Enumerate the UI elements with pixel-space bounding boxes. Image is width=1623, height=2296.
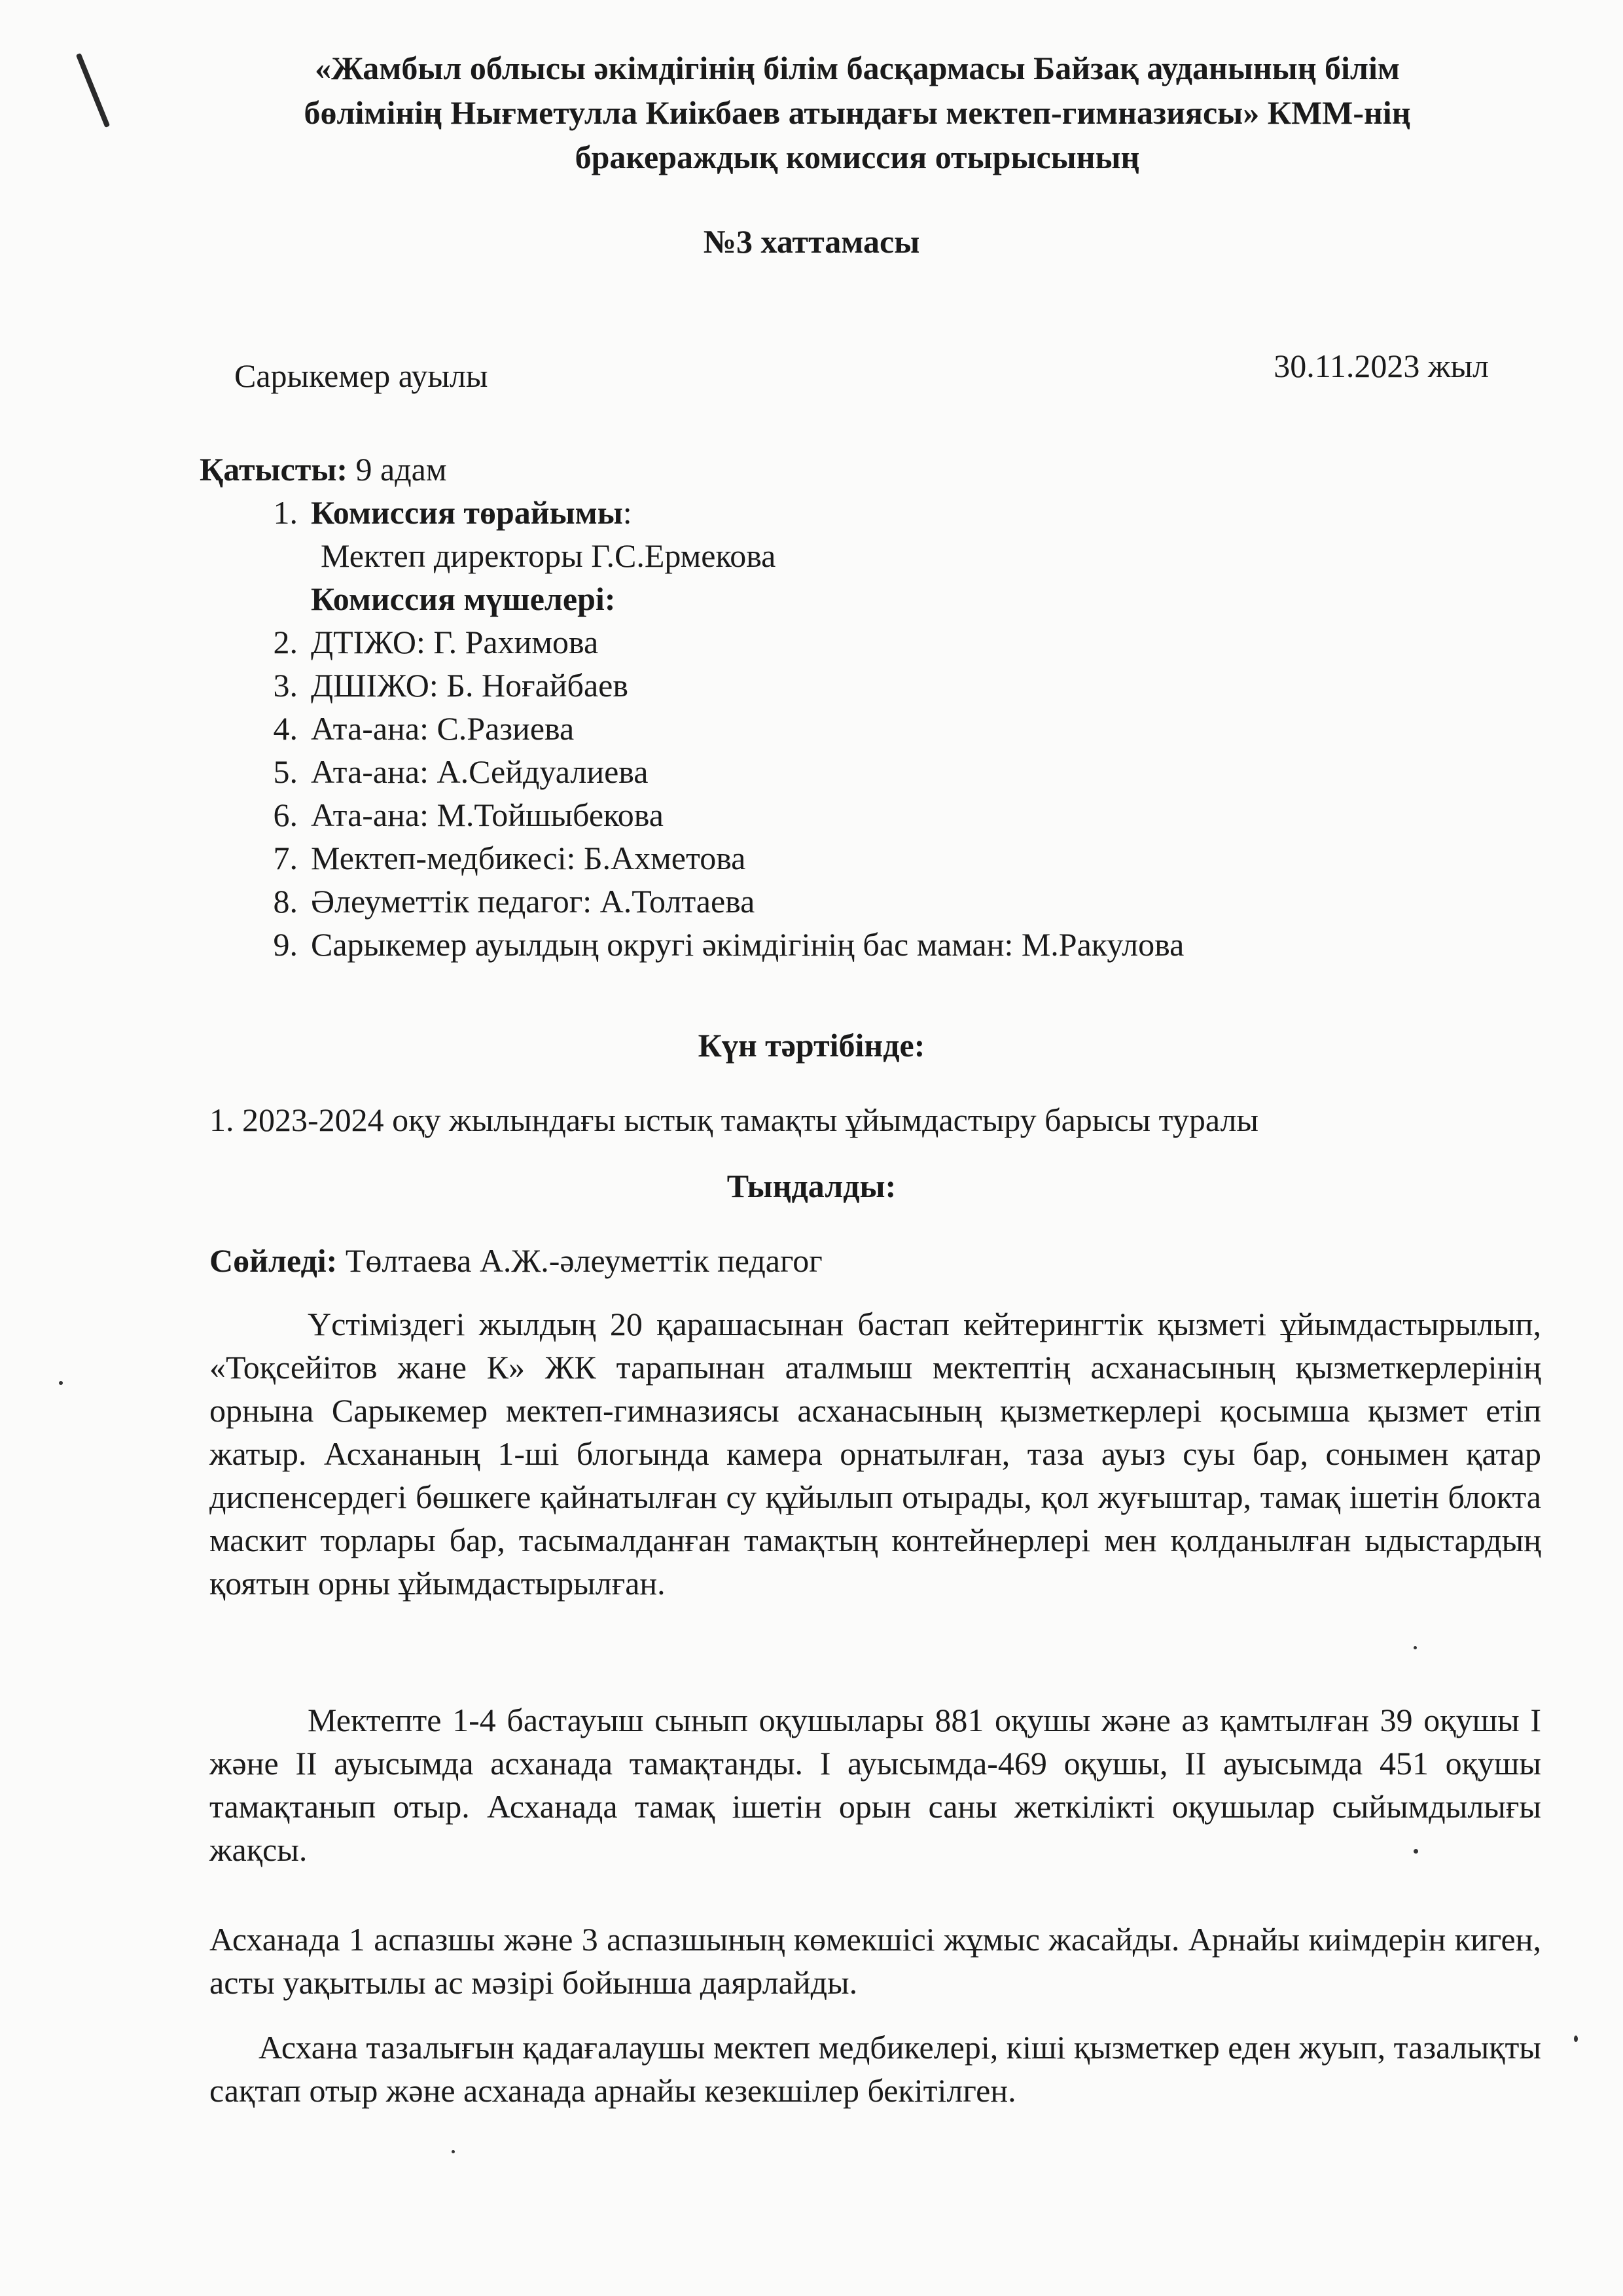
heard-heading: Тыңдалды: (726, 1168, 897, 1204)
member-text: Ата-ана: М.Тойшыбекова (311, 797, 664, 833)
chair-name: Мектеп директоры Г.С.Ермекова (321, 537, 776, 574)
header-title-line: «Жамбыл облысы әкімдігінің білім басқармасы Байзақ ауданының білім (315, 50, 1400, 86)
attendees-label: Қатысты: (200, 451, 348, 488)
list-item: 5. Ата-ана: А.Сейдуалиева (273, 753, 649, 790)
header-title-line: бөлімінің Нығметулла Киікбаев атындағы мектеп-гимназиясы» КММ-нің (304, 94, 1411, 131)
list-item: 9. Сарыкемер ауылдың округі әкімдігінің бас маман: М.Ракулова (273, 926, 1185, 963)
speaker-line (209, 1242, 823, 1280)
pen-stroke-mark (76, 53, 110, 128)
member-text: Әлеуметтік педагог: А.Толтаева (311, 883, 755, 920)
chair-label: Комиссия төрайымы (311, 494, 623, 531)
scan-speck (1574, 2036, 1578, 2042)
body-paragraph: Асханада 1 аспазшы және 3 аспазшының көмекшісі жұмыс жасайды. Арнайы киімдерін киген, асты уақытылы ас мәзірі бойынша даярлайды. (209, 1921, 1541, 2001)
list-item: 7. Мектеп-медбикесі: Б.Ахметова (273, 840, 746, 876)
speaker-label: Сөйледі: (209, 1242, 338, 1279)
attendees-count: 9 адам (355, 451, 447, 488)
speaker-name: Төлтаева А.Ж.-әлеуметтік педагог (345, 1242, 823, 1279)
member-text: Ата-ана: А.Сейдуалиева (311, 753, 649, 790)
agenda-item: 1. 2023-2024 оқу жылындағы ыстық тамақты ұйымдастыру барысы туралы (209, 1102, 1259, 1138)
body-paragraph: Үстіміздегі жылдың 20 қарашасынан бастап кейтерингтік қызметі ұйымдастырылып, «Тоқсейітов жане К» ЖК тарапынан аталмыш мектептің асханасының қызметкерлерінің орнына Сарыкемер мектеп-гимназиясы асханасының қызметкерлері қосымша қызмет етіп жатыр. Асхананың 1-ші блогында камера орнатылған, таза ауыз суы бар, сонымен қатар диспенсердегі бөшкеге қайнатылған су құйылып отырады, қол жуғыштар, тамақ ішетін блокта маскит торлары бар, тасымалданған тамақтың контейнерлері мен қолданылған ыдыстардың қоятын орны ұйымдастырылған. (209, 1306, 1541, 1602)
list-item: 1. Комиссия төрайымы: (273, 494, 632, 531)
scan-speck (1414, 1849, 1418, 1854)
meeting-date: 30.11.2023 жыл (1274, 348, 1489, 384)
agenda-heading: Күн тәртібінде: (698, 1027, 925, 1064)
commission-members-list (252, 491, 1495, 966)
member-text: ДШІЖО: Б. Ноғайбаев (311, 667, 628, 704)
attendees-line (200, 450, 446, 488)
meeting-place: Сарыкемер ауылы (234, 357, 488, 394)
protocol-number: №3 хаттамасы (703, 223, 920, 260)
body-paragraph: Асхана тазалығын қадағалаушы мектеп медбикелері, кіші қызметкер еден жуып, тазалықты сақтап отыр және асханада арнайы кезекшілер бекітілген. (209, 2029, 1541, 2109)
header-title-line: бракераждық комиссия отырысының (575, 139, 1140, 175)
scan-speck (59, 1381, 63, 1385)
list-item: 8. Әлеуметтік педагог: А.Толтаева (273, 883, 755, 920)
scan-speck (1414, 1646, 1417, 1649)
list-item: 3. ДШІЖО: Б. Ноғайбаев (273, 667, 628, 704)
list-item: 6. Ата-ана: М.Тойшыбекова (273, 797, 664, 833)
scan-speck (452, 2150, 455, 2153)
members-label: Комиссия мүшелері: (311, 581, 616, 617)
document-header-title (190, 46, 1525, 179)
body-paragraph: Мектепте 1-4 бастауыш сынып оқушылары 881 оқушы және аз қамтылған 39 оқушы І және ІІ ауысымда асханада тамақтанды. І ауысымда-469 оқушы, ІІ ауысымда 451 оқушы тамақтанып отыр. Асханада тамақ ішетін орын саны жеткілікті оқушылар сыйымдылығы жақсы. (209, 1702, 1541, 1868)
list-item: 4. Ата-ана: С.Разиева (273, 710, 575, 747)
list-item: 2. ДТІЖО: Г. Рахимова (273, 624, 599, 660)
member-text: Ата-ана: С.Разиева (311, 710, 575, 747)
member-text: Мектеп-медбикесі: Б.Ахметова (311, 840, 746, 876)
member-text: Сарыкемер ауылдың округі әкімдігінің бас маман: М.Ракулова (311, 926, 1185, 963)
member-text: ДТІЖО: Г. Рахимова (311, 624, 599, 660)
